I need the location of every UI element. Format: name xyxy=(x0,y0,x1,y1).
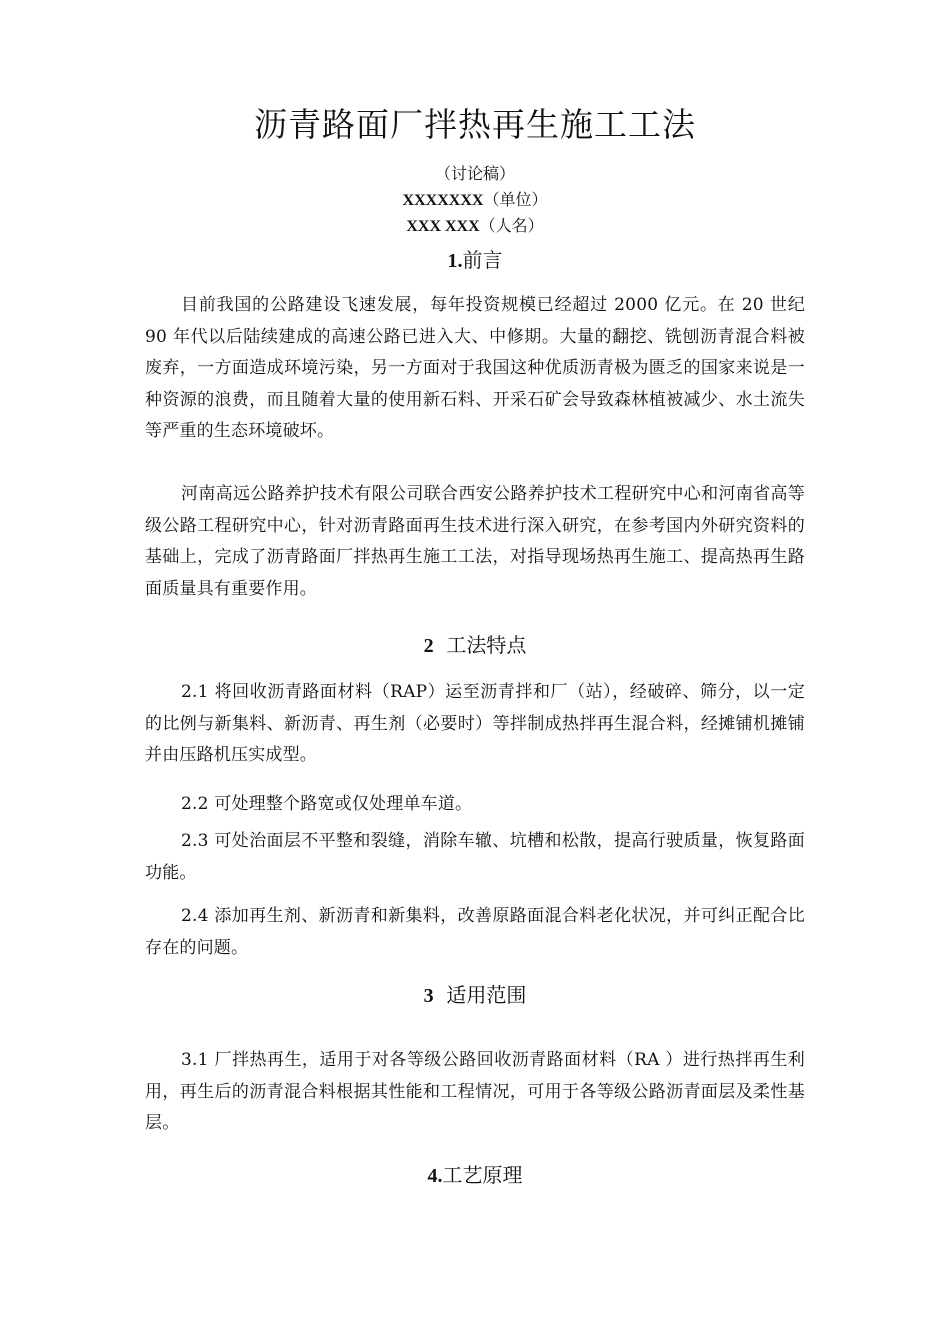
section-2-paragraph-1: 2.1 将回收沥青路面材料（RAP）运至沥青拌和厂（站），经破碎、筛分，以一定的比例与新集料、新沥青、再生剂（必要时）等拌制成热拌再生混合料，经摊铺机摊铺并由压路机压实成型。 xyxy=(145,682,805,765)
section-2-paragraph-4: 2.4 添加再生剂、新沥青和新集料，改善原路面混合料老化状况，并可纠正配合比存在的问题。 xyxy=(145,906,805,958)
organization-line xyxy=(0,188,950,213)
section-title: 工法特点 xyxy=(446,633,527,657)
section-heading-1 xyxy=(0,246,950,275)
document-subtitle: （讨论稿） xyxy=(434,164,515,183)
section-heading-4 xyxy=(0,1161,950,1190)
section-title: 前言 xyxy=(462,248,503,272)
section-2-paragraph-2: 2.2 可处理整个路宽或仅处理单车道。 xyxy=(181,794,473,814)
section-heading-2 xyxy=(0,631,950,660)
section-2-paragraph-3: 2.3 可处治面层不平整和裂缝，消除车辙、坑槽和松散，提高行驶质量，恢复路面功能。 xyxy=(145,831,805,883)
section-number: 4. xyxy=(427,1165,443,1187)
section-number: 3 xyxy=(423,985,434,1007)
section-number: 2 xyxy=(423,635,434,657)
document-title: 沥青路面厂拌热再生施工工法 xyxy=(254,105,696,144)
organization-name: XXXXXXX xyxy=(402,192,484,209)
section-heading-3 xyxy=(0,981,950,1010)
section-1-paragraph-1: 目前我国的公路建设飞速发展，每年投资规模已经超过 2000 亿元。在 20 世纪 90 年代以后陆续建成的高速公路已进入大、中修期。大量的翻挖、铣刨沥青混合料被废弃，一方面造成环境污染，另一方面对于我国这种优质沥青极为匮乏的国家来说是一种资源的浪费，而且随着大量的使用新石料、开采石矿会导致森林植被减少、水土流失等严重的生态环境破坏。 xyxy=(145,295,805,441)
author-note: （人名） xyxy=(479,216,544,235)
section-1-paragraph-2: 河南高远公路养护技术有限公司联合西安公路养护技术工程研究中心和河南省高等级公路工程研究中心，针对沥青路面再生技术进行深入研究，在参考国内外研究资料的基础上，完成了沥青路面厂拌热再生施工工法，对指导现场热再生施工、提高热再生路面质量具有重要作用。 xyxy=(145,484,805,599)
organization-note: （单位） xyxy=(483,190,548,209)
section-title: 适用范围 xyxy=(446,983,527,1007)
section-3-paragraph-1: 3.1 厂拌热再生，适用于对各等级公路回收沥青路面材料（RA ）进行热拌再生利用，再生后的沥青混合料根据其性能和工程情况，可用于各等级公路沥青面层及柔性基层。 xyxy=(145,1050,805,1133)
section-number: 1. xyxy=(447,250,463,272)
section-title: 工艺原理 xyxy=(442,1163,523,1187)
author-name: XXX XXX xyxy=(406,218,480,235)
author-line xyxy=(0,214,950,239)
